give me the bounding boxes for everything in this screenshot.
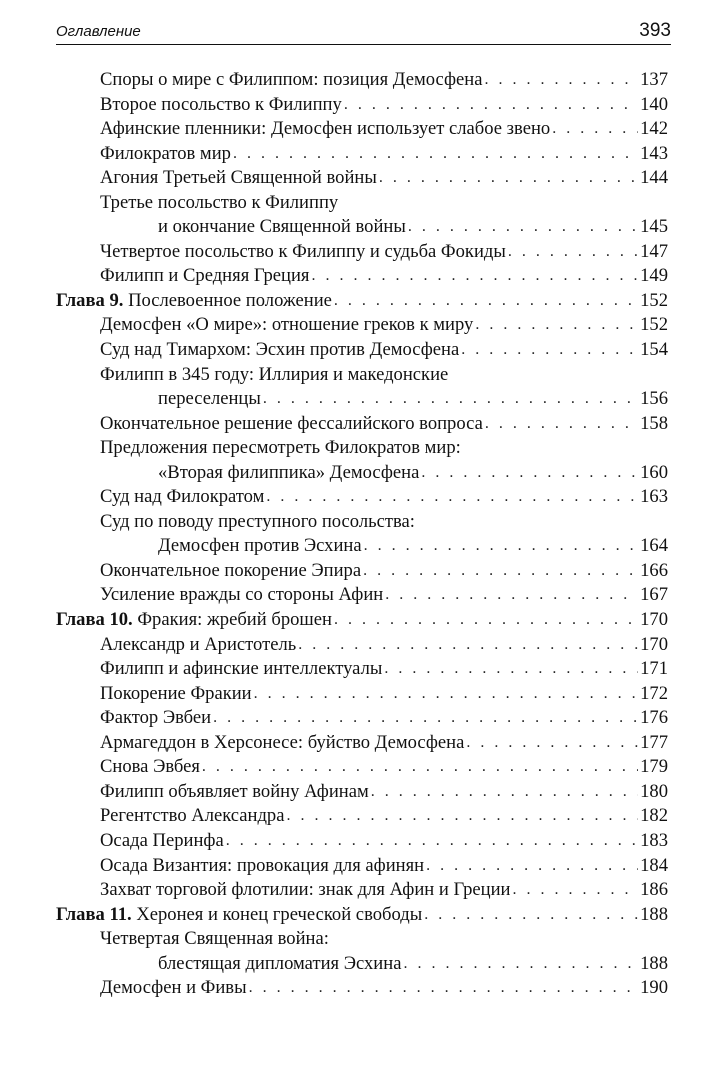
toc-entry — [56, 93, 668, 118]
dot-leader — [371, 780, 638, 805]
entry-title: Филократов мир — [100, 142, 231, 164]
entry-title: и окончание Священной войны — [158, 216, 406, 238]
entry-page-number: 183 — [640, 829, 668, 851]
toc-entry — [56, 387, 668, 412]
toc-entry — [56, 829, 668, 854]
dot-leader — [364, 534, 639, 559]
toc-entry — [56, 657, 668, 682]
entry-title: Александр и Аристотель — [100, 633, 297, 655]
dot-leader — [485, 412, 638, 437]
dot-leader — [298, 633, 638, 658]
dot-leader — [475, 313, 638, 338]
dot-leader — [233, 142, 638, 167]
entry-title: Суд над Тимархом: Эсхин против Демосфена — [100, 339, 460, 361]
entry-page-number: 163 — [640, 486, 668, 508]
toc-entry — [56, 363, 668, 388]
entry-page-number: 158 — [640, 412, 668, 434]
running-header — [56, 22, 671, 45]
entry-page-number: 152 — [640, 289, 668, 311]
entry-title: Херонея и конец греческой свободы — [136, 903, 423, 925]
entry-page-number: 145 — [640, 216, 668, 238]
toc-chapter-entry — [56, 289, 668, 314]
entry-title: Захват торговой флотилии: знак для Афин и Греции — [100, 879, 511, 901]
entry-title: Споры о мире с Филиппом: позиция Демосфена — [100, 69, 483, 90]
dot-leader — [461, 338, 638, 363]
entry-title: Четвертое посольство к Филиппу и судьба Фокиды — [100, 240, 506, 262]
dot-leader — [466, 731, 638, 756]
entry-page-number: 164 — [640, 535, 668, 557]
entry-title: блестящая дипломатия Эсхина — [158, 952, 402, 974]
entry-page-number: 149 — [640, 265, 668, 287]
toc-entry — [56, 485, 668, 510]
dot-leader — [384, 657, 638, 682]
entry-page-number: 188 — [640, 952, 668, 974]
table-of-contents — [56, 68, 668, 1001]
entry-page-number: 176 — [640, 707, 668, 729]
entry-title: Демосфен против Эсхина — [158, 535, 362, 557]
dot-leader — [266, 485, 638, 510]
entry-title: Четвертая Священная война: — [100, 928, 329, 950]
toc-entry — [56, 412, 668, 437]
entry-page-number: 184 — [640, 854, 668, 876]
entry-page-number: 154 — [640, 339, 668, 361]
toc-entry — [56, 780, 668, 805]
entry-page-number: 179 — [640, 756, 668, 778]
dot-leader — [287, 804, 639, 829]
toc-entry — [56, 461, 668, 486]
toc-entry — [56, 191, 668, 216]
entry-title: Усиление вражды со стороны Афин — [100, 584, 384, 606]
toc-chapter-entry — [56, 608, 668, 633]
entry-title: Покорение Фракии — [100, 682, 252, 704]
entry-page-number: 170 — [640, 633, 668, 655]
toc-entry — [56, 534, 668, 559]
toc-entry — [56, 166, 668, 191]
entry-title: Третье посольство к Филиппу — [100, 191, 339, 213]
dot-leader — [363, 559, 638, 584]
entry-page-number: 190 — [640, 977, 668, 999]
entry-title: Армагеддон в Херсонесе: буйство Демосфена — [100, 731, 465, 753]
entry-page-number: 180 — [640, 780, 668, 802]
entry-page-number: 188 — [640, 903, 668, 925]
dot-leader — [385, 583, 638, 608]
dot-leader — [424, 903, 638, 928]
entry-title: Суд по поводу преступного посольства: — [100, 510, 415, 532]
toc-entry — [56, 117, 668, 142]
entry-page-number: 137 — [640, 69, 668, 90]
entry-title: Регентство Александра — [100, 805, 285, 827]
toc-entry — [56, 755, 668, 780]
entry-title: «Вторая филиппика» Демосфена — [158, 461, 420, 483]
entry-page-number: 140 — [640, 93, 668, 115]
entry-title: Суд над Филократом — [100, 486, 265, 508]
chapter-label: Глава 10. — [56, 609, 133, 631]
entry-page-number: 182 — [640, 805, 668, 827]
running-title: Оглавление — [56, 23, 141, 40]
toc-entry — [56, 976, 668, 1001]
toc-entry — [56, 878, 668, 903]
dot-leader — [254, 682, 638, 707]
toc-entry — [56, 952, 668, 977]
dot-leader — [226, 829, 638, 854]
dot-leader — [334, 289, 638, 314]
dot-leader — [202, 755, 638, 780]
dot-leader — [249, 976, 639, 1001]
dot-leader — [344, 93, 638, 118]
entry-page-number: 186 — [640, 879, 668, 901]
toc-entry — [56, 804, 668, 829]
dot-leader — [426, 854, 638, 879]
toc-entry — [56, 633, 668, 658]
dot-leader — [512, 878, 638, 903]
toc-entry — [56, 142, 668, 167]
dot-leader — [379, 166, 638, 191]
entry-title: переселенцы — [158, 388, 261, 410]
dot-leader — [213, 706, 638, 731]
entry-title: Окончательное решение фессалийского вопроса — [100, 412, 483, 434]
entry-title: Послевоенное положение — [128, 289, 332, 311]
chapter-label: Глава 9. — [56, 289, 124, 311]
dot-leader — [334, 608, 638, 633]
entry-title: Фактор Эвбеи — [100, 707, 212, 729]
entry-title: Окончательное покорение Эпира — [100, 559, 362, 581]
entry-page-number: 144 — [640, 167, 668, 189]
entry-page-number: 147 — [640, 240, 668, 262]
toc-entry — [56, 682, 668, 707]
toc-entry — [56, 559, 668, 584]
dot-leader — [408, 215, 638, 240]
toc-entry — [56, 510, 668, 535]
entry-title: Демосфен «О мире»: отношение греков к миру — [100, 314, 474, 336]
toc-entry — [56, 338, 668, 363]
toc-entry — [56, 240, 668, 265]
toc-entry — [56, 854, 668, 879]
entry-title: Филипп объявляет войну Афинам — [100, 780, 369, 802]
entry-page-number: 142 — [640, 118, 668, 140]
entry-page-number: 156 — [640, 388, 668, 410]
dot-leader — [421, 461, 638, 486]
entry-title: Агония Третьей Священной войны — [100, 167, 377, 189]
dot-leader — [403, 952, 638, 977]
dot-leader — [311, 264, 638, 289]
entry-title: Филипп в 345 году: Иллирия и македонские — [100, 363, 449, 385]
page-number: 393 — [639, 20, 671, 41]
entry-page-number: 170 — [640, 609, 668, 631]
entry-page-number: 172 — [640, 682, 668, 704]
dot-leader — [508, 240, 638, 265]
toc-entry — [56, 215, 668, 240]
toc-entry — [56, 583, 668, 608]
toc-chapter-entry — [56, 903, 668, 928]
entry-title: Фракия: жребий брошен — [137, 609, 332, 631]
toc-entry — [56, 731, 668, 756]
entry-page-number: 171 — [640, 658, 668, 680]
entry-page-number: 167 — [640, 584, 668, 606]
entry-page-number: 177 — [640, 731, 668, 753]
entry-title: Осада Перинфа — [100, 829, 224, 851]
toc-entry — [56, 313, 668, 338]
entry-page-number: 152 — [640, 314, 668, 336]
toc-entry — [56, 927, 668, 952]
entry-title: Осада Византия: провокация для афинян — [100, 854, 425, 876]
toc-entry — [56, 706, 668, 731]
toc-entry — [56, 436, 668, 461]
entry-title: Демосфен и Фивы — [100, 977, 247, 999]
dot-leader — [263, 387, 638, 412]
entry-page-number: 143 — [640, 142, 668, 164]
entry-title: Филипп и афинские интеллектуалы — [100, 658, 383, 680]
entry-page-number: 160 — [640, 461, 668, 483]
entry-title: Снова Эвбея — [100, 756, 200, 778]
entry-title: Второе посольство к Филиппу — [100, 93, 342, 115]
toc-entry — [56, 264, 668, 289]
entry-title: Филипп и Средняя Греция — [100, 265, 310, 287]
chapter-label: Глава 11. — [56, 903, 132, 925]
toc-entry — [56, 68, 668, 93]
dot-leader — [484, 68, 638, 93]
entry-page-number: 166 — [640, 559, 668, 581]
entry-title: Афинские пленники: Демосфен использует слабое звено — [100, 118, 551, 140]
dot-leader — [552, 117, 638, 142]
entry-title: Предложения пересмотреть Филократов мир: — [100, 437, 461, 459]
